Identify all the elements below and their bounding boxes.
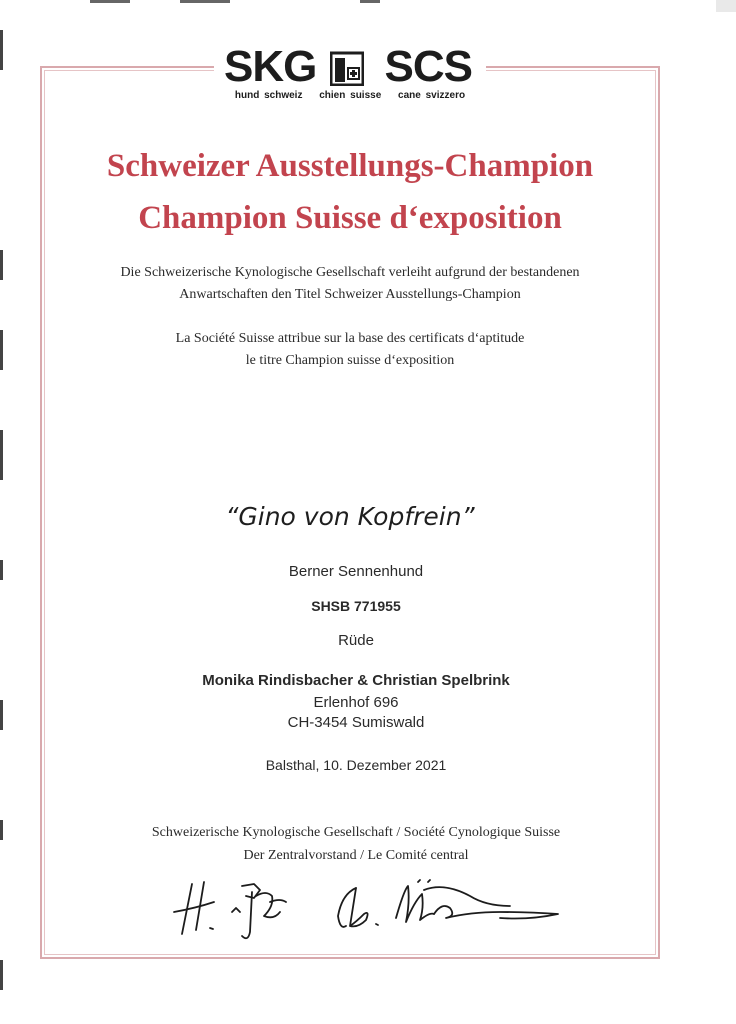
skg-emblem-icon [330, 50, 364, 86]
paragraph-french-line-1: La Société Suisse attribue sur la base des certificats d‘aptitude [175, 331, 525, 346]
paragraph-french [0, 328, 700, 372]
owner-names: Monika Rindisbacher & Christian Spelbrink [202, 672, 510, 689]
logo-text-scs: SCS [384, 42, 472, 91]
logo-subtitle-it: cane svizzero [398, 90, 466, 101]
logo-subtitle-fr: chien suisse [319, 90, 382, 101]
owner-city: CH-3454 Sumiswald [287, 714, 425, 731]
dog-name: “Gino von Kopfrein” [225, 502, 475, 531]
paragraph-french-line-2: le titre Champion suisse d‘exposition [245, 353, 455, 368]
paragraph-german [0, 262, 700, 306]
handwritten-signatures [170, 872, 570, 952]
scan-top-artifact [90, 0, 390, 4]
skg-logo [214, 44, 486, 108]
logo-subtitle [214, 90, 486, 101]
footer-society: Schweizerische Kynologische Gesellschaft / Société Cynologique Suisse [151, 825, 561, 840]
footer-board: Der Zentralvorstand / Le Comité central [243, 848, 469, 863]
owner-street: Erlenhof 696 [313, 694, 399, 711]
logo-subtitle-de: hund schweiz [234, 90, 303, 101]
logo-text-skg: SKG [224, 42, 317, 91]
dog-registration: SHSB 771955 [311, 598, 401, 614]
scan-corner-artifact [716, 0, 736, 12]
paragraph-german-line-2: Anwartschaften den Titel Schweizer Ausstellungs-Champion [179, 287, 521, 302]
title-french: Champion Suisse d‘exposition [138, 200, 562, 236]
paragraph-german-line-1: Die Schweizerische Kynologische Gesellschaft verleiht aufgrund der bestandenen [120, 265, 580, 280]
dog-breed: Berner Sennenhund [288, 563, 424, 580]
place-date: Balsthal, 10. Dezember 2021 [265, 757, 447, 773]
dog-sex: Rüde [338, 632, 374, 649]
title-german: Schweizer Ausstellungs-Champion [106, 148, 594, 184]
